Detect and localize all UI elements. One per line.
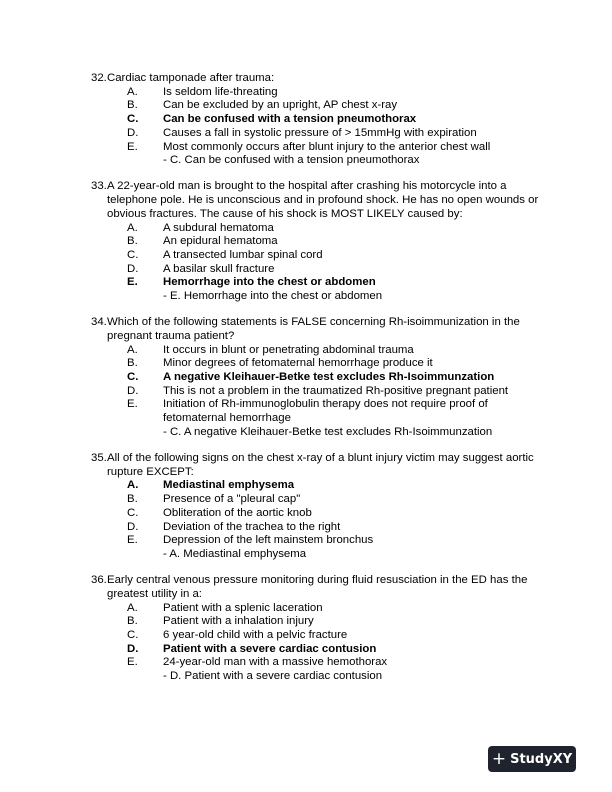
option-text: Mediastinal emphysema [163, 479, 295, 492]
answer-option [91, 249, 541, 263]
option-letter: B. [127, 99, 138, 112]
question-number: 36. [91, 574, 107, 587]
question-list [91, 72, 541, 696]
answer-option [91, 656, 541, 670]
option-text: A basilar skull fracture [163, 262, 275, 275]
question [91, 180, 541, 303]
option-letter: C. [127, 629, 139, 642]
question-number: 32. [91, 72, 107, 84]
option-letter: A. [127, 343, 138, 356]
answer-option [91, 507, 541, 521]
option-text: Can be confused with a tension pneumothorax [163, 113, 417, 126]
answer-key: - C. A negative Kleihauer-Betke test excludes Rh-Isoimmunzation [163, 425, 493, 438]
badge-label: StudyXY [510, 751, 573, 767]
answer-option [91, 521, 541, 535]
answer-option [91, 629, 541, 643]
answer-option [91, 113, 541, 127]
option-text: Presence of a "pleural cap" [163, 493, 301, 506]
answer-key: - D. Patient with a severe cardiac contusion [163, 670, 383, 683]
studyxy-badge[interactable] [488, 746, 576, 772]
option-letter: A. [127, 479, 139, 492]
answer-option [91, 263, 541, 277]
option-letter: E. [127, 140, 138, 153]
option-text: A transected lumbar spinal cord [163, 248, 323, 261]
answer-key: - A. Mediastinal emphysema [163, 548, 307, 560]
option-letter: D. [127, 262, 139, 275]
option-letter: E. [127, 534, 138, 547]
option-text: Obliteration of the aortic knob [163, 506, 312, 519]
question [91, 316, 541, 439]
option-text: Hemorrhage into the chest or abdomen [163, 276, 376, 289]
question-number: 34. [91, 316, 107, 329]
answer-option [91, 222, 541, 236]
question-text: All of the following signs on the chest x-ray of a blunt injury victim may suggest aortic rupture EXCEPT: [107, 452, 534, 478]
option-letter: B. [127, 493, 138, 506]
question-text: Which of the following statements is FALSE concerning Rh-isoimmunization in the pregnant trauma patient? [107, 316, 520, 342]
answer-option [91, 357, 541, 371]
option-text: Depression of the left mainstem bronchus [163, 534, 374, 547]
option-text: Minor degrees of fetomaternal hemorrhage produce it [163, 357, 433, 370]
option-text: Patient with a splenic laceration [163, 601, 323, 614]
option-letter: E. [127, 656, 138, 669]
option-letter: A. [127, 601, 138, 614]
option-letter: B. [127, 357, 138, 370]
option-text: Patient with a severe cardiac contusion [163, 642, 377, 655]
answer-option [91, 127, 541, 141]
answer-option [91, 385, 541, 399]
option-letter: E. [127, 276, 138, 289]
option-text: An epidural hematoma [163, 235, 278, 248]
option-text: A subdural hematoma [163, 221, 274, 234]
option-letter: B. [127, 235, 138, 248]
option-text: A negative Kleihauer-Betke test excludes Rh-Isoimmunzation [163, 371, 495, 384]
question-number: 33. [91, 180, 107, 193]
option-text: 24-year-old man with a massive hemothorax [163, 656, 388, 669]
question [91, 452, 541, 562]
answer-option [91, 602, 541, 616]
answer-option [91, 344, 541, 358]
option-letter: A. [127, 221, 138, 234]
question-stem [91, 452, 541, 479]
answer-option [91, 235, 541, 249]
option-letter: C. [127, 506, 139, 519]
question [91, 574, 541, 684]
answer-option [91, 141, 541, 155]
answer-option [91, 99, 541, 113]
question-stem [91, 180, 541, 221]
option-text: Is seldom life-threating [163, 85, 278, 98]
answer-option [91, 371, 541, 385]
option-letter: C. [127, 113, 139, 126]
answer-option [91, 479, 541, 493]
answer-option [91, 398, 541, 425]
option-letter: E. [127, 398, 138, 411]
option-text: Initiation of Rh-immunoglobulin therapy does not require proof of fetomaternal hemorrhage [163, 398, 488, 425]
option-text: Patient with a inhalation injury [163, 615, 314, 628]
answer-key: - E. Hemorrhage into the chest or abdomen [163, 290, 383, 303]
question-stem [91, 316, 541, 343]
answer-option [91, 276, 541, 290]
answer-option [91, 643, 541, 657]
option-letter: A. [127, 85, 138, 98]
answer-option [91, 534, 541, 548]
question-text: A 22-year-old man is brought to the hospital after crashing his motorcycle into a telephone pole. He is unconscious and in profound shock. He has no open wounds or obvious fractures. The cause of his shock is MOST LIKELY caused by: [107, 180, 539, 220]
answer-option [91, 86, 541, 100]
option-letter: D. [127, 520, 139, 533]
question [91, 72, 541, 168]
option-letter: C. [127, 371, 139, 384]
answer-option [91, 615, 541, 629]
question-text: Early central venous pressure monitoring during fluid resusciation in the ED has the greatest utility in a: [107, 574, 528, 600]
answer-key: - C. Can be confused with a tension pneumothorax [163, 154, 420, 167]
question-stem [91, 574, 541, 601]
option-letter: C. [127, 248, 139, 261]
plus-icon: + [491, 748, 507, 769]
question-text: Cardiac tamponade after trauma: [107, 72, 275, 84]
option-letter: D. [127, 126, 139, 139]
option-text: Most commonly occurs after blunt injury to the anterior chest wall [163, 140, 491, 153]
question-number: 35. [91, 452, 107, 465]
option-text: Can be excluded by an upright, AP chest x-ray [163, 99, 398, 112]
option-letter: D. [127, 642, 139, 655]
option-letter: D. [127, 384, 139, 397]
question-stem [91, 72, 541, 86]
option-text: 6 year-old child with a pelvic fracture [163, 629, 348, 642]
option-text: This is not a problem in the traumatized Rh-positive pregnant patient [163, 384, 509, 397]
option-text: Deviation of the trachea to the right [163, 520, 341, 533]
option-letter: B. [127, 615, 138, 628]
answer-option [91, 493, 541, 507]
option-text: It occurs in blunt or penetrating abdominal trauma [163, 343, 414, 356]
option-text: Causes a fall in systolic pressure of > 15mmHg with expiration [163, 126, 477, 139]
